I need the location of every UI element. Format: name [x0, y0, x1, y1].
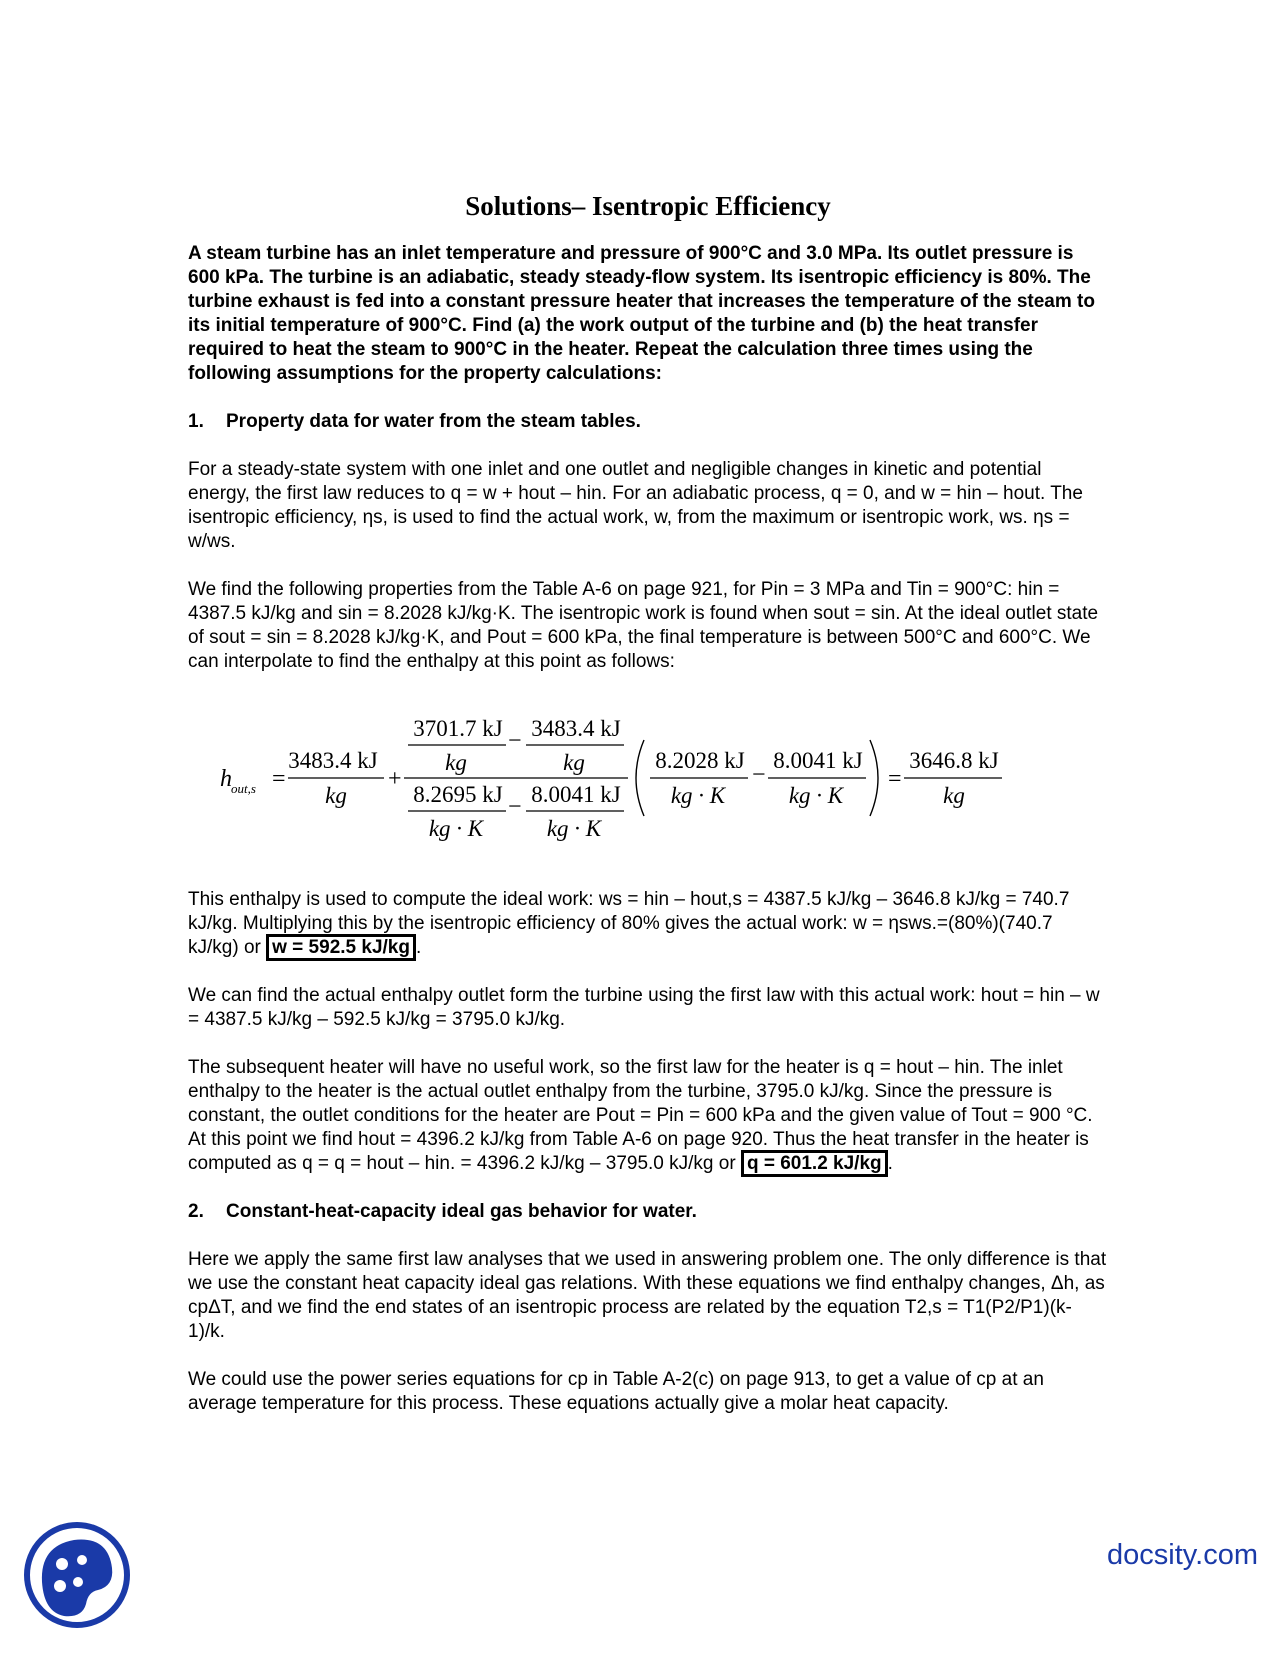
eq-lhs-sub: out,s [231, 781, 256, 796]
section-1-title: Property data for water from the steam tables. [226, 411, 641, 432]
eq-equals-2: = [888, 766, 902, 792]
section-2-title: Constant-heat-capacity ideal gas behavior for water. [226, 1201, 697, 1222]
eq-lhs: h [220, 766, 232, 792]
section-2-heading [188, 1200, 1108, 1224]
document-title: Solutions– Isentropic Efficiency [465, 191, 831, 221]
eq-result-numerator: 3646.8 kJ [909, 748, 999, 773]
docsity-logo-icon[interactable] [22, 1520, 132, 1630]
section-2-number: 2. [188, 1201, 204, 1222]
section-1-paragraph-5 [188, 1056, 1108, 1176]
eq-result-denominator: kg [943, 783, 965, 808]
document-content [188, 188, 1108, 1440]
eq-term1-denominator: kg [325, 783, 347, 808]
equation-graphic [188, 698, 1108, 858]
eq-minus-3: − [752, 762, 766, 788]
eq-frac-den-b: 8.0041 kJ [531, 782, 621, 807]
eq-paren-b-den: kg · K [788, 783, 844, 808]
heat-period: . [887, 1153, 893, 1174]
section-1-paragraph-3 [188, 888, 1108, 960]
eq-frac-num-b-den: kg [563, 750, 585, 775]
eq-plus: + [388, 766, 402, 792]
section-1-paragraph-2: We find the following properties from the Table A-6 on page 921, for Pin = 3 MPa and Tin = 900°C: hin = 4387.5 kJ/kg and sin = 8.2028 kJ/kg·K. The isentropic work is found when sout = sin. At the ideal outlet state of sout = sin = 8.2028 kJ/kg·K, and Pout = 600 kPa, the final temperature is between 500°C and 600°C. We can interpolate to find the enthalpy at this point as follows: [188, 579, 1099, 672]
docsity-brand-link[interactable]: docsity.com [1107, 1539, 1258, 1571]
section-2-paragraph-2: We could use the power series equations for cp in Table A-2(c) on page 913, to get a value of cp at an average temperature for this process. These equations actually give a molar heat capacity. [188, 1369, 1044, 1414]
eq-frac-num-a-den: kg [445, 750, 467, 775]
section-1-heading [188, 410, 1108, 434]
eq-term1-numerator: 3483.4 kJ [288, 748, 378, 773]
section-1-paragraph-1: For a steady-state system with one inlet and one outlet and negligible changes in kinetic and potential energy, the first law reduces to q = w + hout – hin. For an adiabatic process, q = 0, and w = hin – hout. The isentropic efficiency, ηs, is used to find the actual work, w, from the maximum or isentropic work, ws. ηs = w/ws. [188, 459, 1083, 552]
eq-paren-a: 8.2028 kJ [655, 748, 745, 773]
eq-frac-den-b-den: kg · K [546, 816, 602, 841]
work-text: This enthalpy is used to compute the ideal work: ws = hin – hout,s = 4387.5 kJ/kg – 3646.8 kJ/kg = 740.7 kJ/kg. Multiplying this by the isentropic efficiency of 80% gives the actual work: w = ηsws.=(80%)(740.7 kJ/kg) or [188, 889, 1070, 958]
section-2-paragraph-1: Here we apply the same first law analyses that we used in answering problem one. The only difference is that we use the constant heat capacity ideal gas relations. With these equations we find enthalpy changes, Δh, as cpΔT, and we find the end states of an isentropic process are related by the equation T2,s = T1(P2/P1)(k-1)/k. [188, 1249, 1107, 1342]
eq-right-paren [870, 740, 878, 816]
eq-frac-num-b: 3483.4 kJ [531, 716, 621, 741]
eq-paren-a-den: kg · K [670, 783, 726, 808]
eq-minus-1: − [508, 728, 522, 754]
eq-paren-b: 8.0041 kJ [773, 748, 863, 773]
eq-frac-num-a: 3701.7 kJ [413, 716, 503, 741]
heat-result-box: q = 601.2 kJ/kg [741, 1150, 888, 1177]
section-1-number: 1. [188, 411, 204, 432]
eq-frac-den-a-den: kg · K [428, 816, 484, 841]
work-result-box: w = 592.5 kJ/kg [266, 934, 416, 961]
eq-minus-2: − [508, 794, 522, 820]
interpolation-equation [188, 698, 1108, 858]
problem-statement: A steam turbine has an inlet temperature and pressure of 900°C and 3.0 MPa. Its outlet pressure is 600 kPa. The turbine is an adiabatic, steady steady-flow system. Its isentropic efficiency is 80%. The turbine exhaust is fed into a constant pressure heater that increases the temperature of the steam to its initial temperature of 900°C. Find (a) the work output of the turbine and (b) the heat transfer required to heat the steam to 900°C in the heater. Repeat the calculation three times using the following assumptions for the property calculations: [188, 243, 1095, 384]
eq-left-paren [636, 740, 644, 816]
eq-equals-1: = [272, 766, 286, 792]
section-1-paragraph-4: We can find the actual enthalpy outlet form the turbine using the first law with this actual work: hout = hin – w = 4387.5 kJ/kg – 592.5 kJ/kg = 3795.0 kJ/kg. [188, 985, 1100, 1030]
eq-frac-den-a: 8.2695 kJ [413, 782, 503, 807]
heat-text: The subsequent heater will have no useful work, so the first law for the heater is q = hout – hin. The inlet enthalpy to the heater is the actual outlet enthalpy from the turbine, 3795.0 kJ/kg. Since the pressure is constant, the outlet conditions for the heater are Pout = Pin = 600 kPa and the given value of Tout = 900 °C. At this point we find hout = 4396.2 kJ/kg from Table A-6 on page 920. Thus the heat transfer in the heater is computed as q = q = hout – hin. = 4396.2 kJ/kg – 3795.0 kJ/kg or [188, 1057, 1093, 1174]
work-period: . [415, 937, 422, 958]
